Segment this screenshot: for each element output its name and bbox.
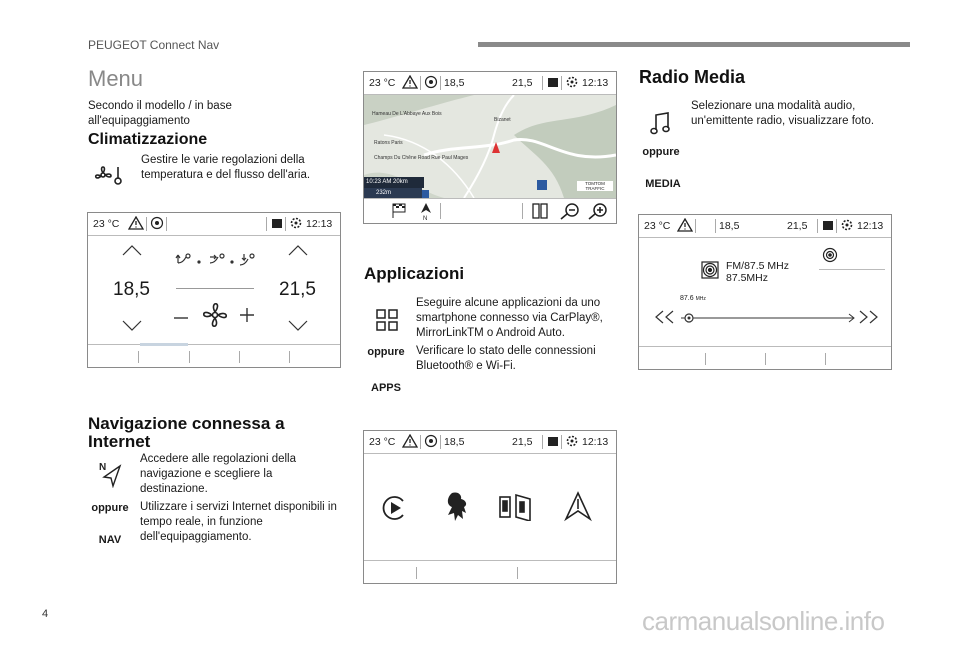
seek-forward-button[interactable] bbox=[856, 309, 880, 330]
climate-title: Climatizzazione bbox=[88, 131, 208, 148]
status-bar bbox=[639, 215, 891, 238]
station-frequency: 87.5MHz bbox=[726, 272, 769, 284]
tuner-slider[interactable] bbox=[679, 311, 859, 329]
map-layers-icon[interactable] bbox=[532, 203, 550, 224]
right-temp: 21,5 bbox=[512, 436, 533, 448]
settings-icon bbox=[289, 216, 303, 233]
clock: 12:13 bbox=[582, 436, 609, 448]
climate-fan-icon bbox=[92, 163, 126, 192]
settings-icon bbox=[565, 75, 579, 92]
apps-title: Applicazioni bbox=[364, 264, 465, 283]
radio-list-divider bbox=[819, 269, 885, 270]
map-place-4: Champs Du Chêne Road Rue Paul Mages bbox=[374, 155, 469, 161]
svg-text:N: N bbox=[99, 462, 107, 473]
outside-temp: 23 °C bbox=[369, 77, 396, 89]
left-temp-value: 18,5 bbox=[113, 279, 150, 300]
peugeot-lion-icon[interactable] bbox=[444, 491, 470, 528]
connected-icon bbox=[424, 75, 438, 92]
menu-subtitle: Secondo il modello / in base all'equipaggiamento bbox=[88, 100, 232, 127]
phone-icon bbox=[546, 435, 560, 450]
navigation-title: Navigazione connessa a Internet bbox=[88, 414, 285, 451]
outside-temp: 23 °C bbox=[93, 218, 120, 230]
right-temp-value: 21,5 bbox=[279, 279, 316, 300]
fan-decrease-button[interactable] bbox=[173, 310, 189, 328]
soft-bar bbox=[639, 346, 891, 369]
map-place-1: Hameau De L'Abbaye Aux Bois bbox=[372, 111, 442, 117]
left-temp: 18,5 bbox=[444, 436, 465, 448]
watermark: carmanualsonline.info bbox=[642, 606, 885, 636]
map-place-2: Bizanet bbox=[494, 117, 511, 123]
climate-screen bbox=[87, 212, 341, 368]
navigation-or-label: oppure bbox=[91, 502, 129, 514]
settings-icon bbox=[565, 434, 579, 451]
phone-icon bbox=[546, 76, 560, 91]
music-note-icon bbox=[650, 112, 672, 141]
svg-text:N: N bbox=[423, 216, 428, 220]
apps-text-1: Eseguire alcune applicazioni da uno smartphone connesso via CarPlay®, MirrorLinkTM o Android Auto. bbox=[416, 297, 603, 339]
status-bar bbox=[364, 431, 616, 454]
right-temp-down-button[interactable] bbox=[287, 319, 309, 338]
radio-title: Radio Media bbox=[639, 67, 746, 87]
status-bar bbox=[364, 72, 616, 95]
climate-text: Gestire le varie regolazioni della temperatura e del flusso dell'aria. bbox=[141, 154, 311, 181]
outside-temp: 23 °C bbox=[369, 436, 396, 448]
carplay-icon[interactable] bbox=[381, 493, 409, 528]
apps-text-2: Verificare lo stato delle connessioni Bluetooth® e Wi-Fi. bbox=[416, 345, 596, 372]
fan-speed-icon bbox=[201, 301, 229, 334]
active-tab-indicator bbox=[140, 343, 188, 346]
apps-button-label[interactable]: APPS bbox=[371, 382, 401, 394]
connected-icon bbox=[150, 216, 164, 233]
left-temp-up-button[interactable] bbox=[121, 243, 143, 262]
navigation-icon bbox=[98, 460, 124, 493]
soft-bar bbox=[88, 344, 340, 367]
page-number: 4 bbox=[42, 608, 49, 620]
right-temp-up-button[interactable] bbox=[287, 243, 309, 262]
outside-temp: 23 °C bbox=[644, 220, 671, 232]
header-bar bbox=[478, 42, 910, 47]
left-temp-down-button[interactable] bbox=[121, 319, 143, 338]
menu-title: Menu bbox=[88, 66, 144, 91]
clock: 12:13 bbox=[582, 77, 609, 89]
map-next-turn: 232m bbox=[364, 188, 422, 198]
destination-flag-icon[interactable] bbox=[392, 203, 406, 224]
mirrorlink-icon[interactable] bbox=[498, 493, 538, 526]
map-place-3: Ratons Paris bbox=[374, 140, 403, 146]
radio-station-icon bbox=[701, 261, 719, 284]
map-time-distance: 10:23 AM 20km bbox=[364, 177, 424, 188]
warning-icon bbox=[402, 434, 418, 451]
navigation-screen bbox=[363, 71, 617, 224]
soft-bar bbox=[364, 560, 616, 583]
station-name: FM/87.5 MHz bbox=[726, 260, 790, 272]
warning-icon bbox=[402, 75, 418, 92]
apps-or-label: oppure bbox=[367, 346, 405, 358]
navigation-text-1: Accedere alle regolazioni della navigazione e scegliere la destinazione. bbox=[140, 453, 296, 495]
apps-grid-icon bbox=[376, 309, 398, 336]
phone-icon bbox=[821, 219, 835, 234]
left-temp: 18,5 bbox=[444, 77, 465, 89]
traffic-logo: TOMTOM TRAFFIC bbox=[577, 181, 613, 191]
settings-icon bbox=[840, 218, 854, 235]
warning-icon bbox=[677, 218, 693, 235]
status-bar bbox=[88, 213, 340, 236]
zoom-in-icon[interactable] bbox=[588, 202, 608, 225]
tuner-unit: MHz bbox=[695, 296, 706, 302]
tuner-value bbox=[680, 295, 706, 302]
navigation-text-2: Utilizzare i servizi Internet disponibili in tempo reale, in funzione dell'equipaggiamento. bbox=[140, 501, 337, 543]
document-header: PEUGEOT Connect Nav bbox=[88, 38, 220, 52]
radio-or-label: oppure bbox=[642, 146, 680, 158]
connected-icon bbox=[424, 434, 438, 451]
apps-screen bbox=[363, 430, 617, 584]
android-auto-icon[interactable] bbox=[564, 491, 592, 528]
airflow-mode-buttons[interactable] bbox=[172, 251, 262, 278]
nav-button-label[interactable]: NAV bbox=[98, 534, 122, 546]
seek-back-button[interactable] bbox=[653, 309, 677, 330]
warning-icon bbox=[128, 216, 144, 233]
media-button-label[interactable]: MEDIA bbox=[645, 178, 681, 190]
clock: 12:13 bbox=[857, 220, 884, 232]
radio-text: Selezionare una modalità audio, un'emittente radio, visualizzare foto. bbox=[691, 100, 875, 127]
right-temp: 21,5 bbox=[512, 77, 533, 89]
right-temp: 21,5 bbox=[787, 220, 808, 232]
radio-list-icon[interactable] bbox=[822, 247, 838, 268]
airflow-divider bbox=[176, 288, 254, 289]
left-temp: 18,5 bbox=[719, 220, 740, 232]
navigation-map[interactable] bbox=[364, 95, 616, 198]
fan-increase-button[interactable] bbox=[239, 307, 255, 328]
zoom-out-icon[interactable] bbox=[560, 202, 580, 225]
radio-screen bbox=[638, 214, 892, 370]
tuner-frequency: 87.6 bbox=[680, 295, 694, 302]
north-arrow-icon[interactable] bbox=[420, 202, 432, 225]
clock: 12:13 bbox=[306, 218, 333, 230]
nav-soft-bar bbox=[364, 198, 616, 223]
phone-icon bbox=[270, 217, 284, 232]
